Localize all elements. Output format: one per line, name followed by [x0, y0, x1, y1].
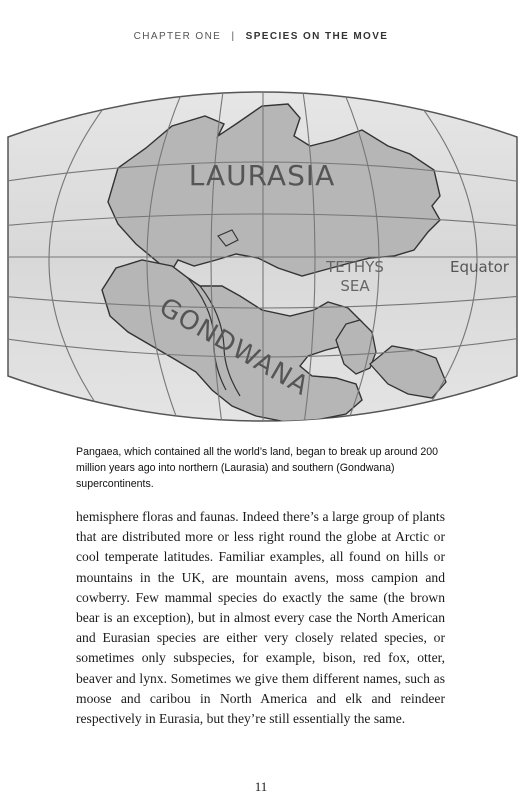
- running-head: [0, 31, 522, 42]
- laurasia-label: LAURASIA: [188, 159, 336, 192]
- section-title: SPECIES ON THE MOVE: [245, 31, 389, 42]
- page-number: 11: [254, 779, 268, 794]
- tethys-label-line2: SEA: [340, 277, 370, 295]
- pangaea-map: [0, 64, 522, 436]
- figure-caption: Pangaea, which contained all the world’s land, began to break up around 200 million years ago into northern (Laurasia) and southern (Gondwana) supercontinents.: [76, 446, 439, 490]
- body-text: [76, 507, 445, 729]
- tethys-label-line1: TETHYS: [326, 258, 384, 276]
- chapter-label: CHAPTER ONE: [133, 31, 222, 42]
- running-head-separator: |: [231, 31, 236, 42]
- equator-label: Equator: [450, 258, 509, 276]
- gondwana-label: GONDWANA: [154, 292, 314, 402]
- body-paragraph: hemisphere floras and faunas. Indeed there’s a large group of plants that are distributed more or less right round the globe at Arctic or cool temperate latitudes. Familiar examples, all found on hills or mountains in the UK, are mountain avens, moss campion and cowberry. Few mammal species do exactly the same (the brown bear is an exception), but in almost every case the North American and Eurasian species are either very closely related species, or sometimes only subspecies, for example, bison, red fox, otter, beaver and lynx. Sometimes we give them different names, such as moose and caribou in North America and elk and reindeer respectively in Eurasia, but they’re still essentially the same.: [76, 509, 445, 727]
